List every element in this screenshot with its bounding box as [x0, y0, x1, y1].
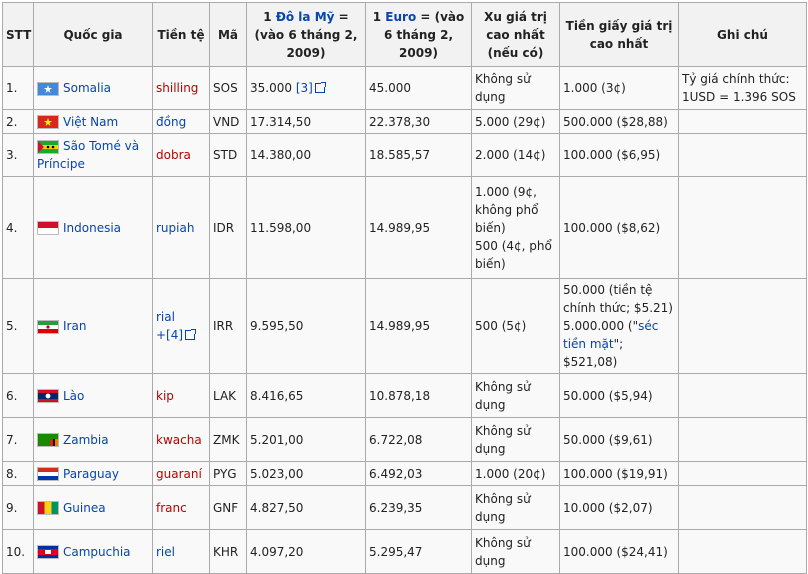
- eur-cell: 6.722,08: [366, 418, 472, 462]
- coin-line: 500 (4¢, phổ biến): [475, 238, 552, 271]
- bill-cell: 50.000 ($5,94): [560, 374, 679, 418]
- vietnam-flag-icon: [37, 115, 59, 129]
- country-cell: [34, 279, 153, 374]
- code-cell: ZMK: [210, 418, 247, 462]
- eur-cell: 14.989,95: [366, 279, 472, 374]
- table-row: [3, 177, 807, 279]
- header-stt: STT: [3, 3, 34, 67]
- stt-cell: 5.: [3, 279, 34, 374]
- country-cell: [34, 530, 153, 574]
- guinea-flag-icon: [37, 501, 59, 515]
- currency-link[interactable]: kip: [156, 388, 174, 403]
- country-link[interactable]: Guinea: [63, 500, 106, 515]
- usd-cell: 5.201,00: [247, 418, 366, 462]
- currency-link[interactable]: dobra: [156, 148, 191, 162]
- eur-cell: 6.239,35: [366, 486, 472, 530]
- bill-cell: 50.000 (tiền tệ chính thức; $5.21) 5.000.000 ("séc tiền mặt"; $521,08): [560, 279, 679, 374]
- country-link[interactable]: Somalia: [63, 81, 112, 95]
- code-cell: LAK: [210, 374, 247, 418]
- table-row: [3, 110, 807, 134]
- bill-cell: 100.000 ($8,62): [560, 177, 679, 279]
- currency-cell: [153, 374, 210, 418]
- table-row: [3, 418, 807, 462]
- stt-cell: 2.: [3, 110, 34, 134]
- country-cell: [34, 418, 153, 462]
- currency-link[interactable]: rial: [156, 310, 175, 324]
- stt-cell: 8.: [3, 462, 34, 486]
- country-link[interactable]: São Tomé và Príncipe: [37, 139, 140, 171]
- table-row: [3, 134, 807, 177]
- coin-cell: Không sử dụng: [472, 418, 560, 462]
- external-link-icon: [185, 330, 195, 340]
- usd-cell: 4.097,20: [247, 530, 366, 574]
- code-cell: IRR: [210, 279, 247, 374]
- table-row: [3, 279, 807, 374]
- stt-cell: 10.: [3, 530, 34, 574]
- currency-cell: [153, 134, 210, 177]
- zambia-flag-icon: [37, 433, 59, 447]
- country-cell: [34, 462, 153, 486]
- coin-cell: 2.000 (14¢): [472, 134, 560, 177]
- currency-cell: [153, 110, 210, 134]
- header-usd: 1 Đô la Mỹ = (vào 6 tháng 2, 2009): [247, 3, 366, 67]
- remark-cell: [679, 462, 807, 486]
- country-link[interactable]: Campuchia: [63, 544, 131, 559]
- stt-cell: 6.: [3, 374, 34, 418]
- coin-line: 1.000 (9¢, không phổ biến): [475, 184, 539, 235]
- bill-cell: 100.000 ($19,91): [560, 462, 679, 486]
- code-cell: KHR: [210, 530, 247, 574]
- coin-cell: 500 (5¢): [472, 279, 560, 374]
- remark-cell: [679, 530, 807, 574]
- country-link[interactable]: Iran: [63, 319, 87, 333]
- currency-link[interactable]: rupiah: [156, 220, 195, 235]
- somalia-flag-icon: [37, 82, 59, 96]
- bill-cell: 100.000 ($6,95): [560, 134, 679, 177]
- code-cell: IDR: [210, 177, 247, 279]
- table-row: [3, 530, 807, 574]
- eur-cell: 22.378,30: [366, 110, 472, 134]
- code-cell: PYG: [210, 462, 247, 486]
- usd-cell: 9.595,50: [247, 279, 366, 374]
- usd-cell: 8.416,65: [247, 374, 366, 418]
- coin-cell: 5.000 (29¢): [472, 110, 560, 134]
- header-remark: Ghi chú: [679, 3, 807, 67]
- usd-cell: 5.023,00: [247, 462, 366, 486]
- currency-cell: [153, 177, 210, 279]
- coin-cell: [472, 177, 560, 279]
- eur-cell: 6.492,03: [366, 462, 472, 486]
- header-currency: Tiền tệ: [153, 3, 210, 67]
- table-row: [3, 374, 807, 418]
- country-cell: [34, 67, 153, 110]
- currency-link[interactable]: kwacha: [156, 432, 202, 447]
- sao-tome-flag-icon: [37, 140, 59, 154]
- stt-cell: 7.: [3, 418, 34, 462]
- iran-flag-icon: [37, 320, 59, 334]
- remark-cell: [679, 177, 807, 279]
- usd-cell: 35.000 [3]: [247, 67, 366, 110]
- header-code: Mã: [210, 3, 247, 67]
- country-cell: [34, 177, 153, 279]
- euro-link[interactable]: Euro: [385, 9, 417, 24]
- remark-cell: [679, 279, 807, 374]
- country-link[interactable]: Việt Nam: [63, 114, 119, 129]
- stt-cell: 3.: [3, 134, 34, 177]
- remark-cell: [679, 110, 807, 134]
- country-cell: [34, 486, 153, 530]
- code-cell: VND: [210, 110, 247, 134]
- remark-cell: [679, 374, 807, 418]
- currency-link[interactable]: riel: [156, 544, 175, 559]
- reference-link[interactable]: [3]: [295, 81, 313, 95]
- code-cell: SOS: [210, 67, 247, 110]
- currency-cell: [153, 462, 210, 486]
- bill-cell: 100.000 ($24,41): [560, 530, 679, 574]
- cambodia-flag-icon: [37, 545, 59, 559]
- eur-cell: 5.295,47: [366, 530, 472, 574]
- table-row: [3, 67, 807, 110]
- stt-cell: 9.: [3, 486, 34, 530]
- remark-cell: [679, 134, 807, 177]
- indonesia-flag-icon: [37, 221, 59, 235]
- remark-cell: [679, 486, 807, 530]
- eur-cell: 18.585,57: [366, 134, 472, 177]
- country-link[interactable]: Paraguay: [63, 466, 120, 481]
- country-cell: [34, 110, 153, 134]
- currency-cell: [153, 279, 210, 374]
- code-cell: GNF: [210, 486, 247, 530]
- currency-link[interactable]: guaraní: [156, 466, 202, 481]
- coin-cell: Không sử dụng: [472, 67, 560, 110]
- coin-cell: Không sử dụng: [472, 486, 560, 530]
- country-cell: [34, 134, 153, 177]
- currency-cell: [153, 530, 210, 574]
- bill-cell: 10.000 ($2,07): [560, 486, 679, 530]
- eur-cell: 10.878,18: [366, 374, 472, 418]
- header-bill: Tiền giấy giá trị cao nhất: [560, 3, 679, 67]
- bill-cell: 50.000 ($9,61): [560, 418, 679, 462]
- usd-cell: 14.380,00: [247, 134, 366, 177]
- reference-link[interactable]: +[4]: [156, 328, 184, 342]
- table-row: [3, 486, 807, 530]
- bill-cell: 1.000 (3¢): [560, 67, 679, 110]
- bill-cell: 500.000 ($28,88): [560, 110, 679, 134]
- currency-cell: [153, 486, 210, 530]
- remark-cell: Tỷ giá chính thức: 1USD = 1.396 SOS: [679, 67, 807, 110]
- currency-link[interactable]: đồng: [156, 114, 187, 129]
- country-link[interactable]: Indonesia: [63, 220, 122, 235]
- remark-cell: [679, 418, 807, 462]
- currency-link[interactable]: shilling: [156, 81, 199, 95]
- external-link-icon: [315, 83, 325, 93]
- coin-cell: 1.000 (20¢): [472, 462, 560, 486]
- country-link[interactable]: Zambia: [63, 432, 109, 447]
- laos-flag-icon: [37, 389, 59, 403]
- country-cell: [34, 374, 153, 418]
- header-eur: 1 Euro = (vào 6 tháng 2, 2009): [366, 3, 472, 67]
- eur-cell: 14.989,95: [366, 177, 472, 279]
- stt-cell: 4.: [3, 177, 34, 279]
- eur-cell: 45.000: [366, 67, 472, 110]
- usd-cell: 4.827,50: [247, 486, 366, 530]
- currency-link[interactable]: franc: [156, 500, 187, 515]
- cash-cheque-link[interactable]: séc tiền mặt: [563, 319, 659, 351]
- usd-cell: 17.314,50: [247, 110, 366, 134]
- paraguay-flag-icon: [37, 467, 59, 481]
- table-row: [3, 462, 807, 486]
- header-country: Quốc gia: [34, 3, 153, 67]
- currency-cell: [153, 67, 210, 110]
- coin-cell: Không sử dụng: [472, 374, 560, 418]
- country-link[interactable]: Lào: [63, 388, 85, 403]
- coin-cell: Không sử dụng: [472, 530, 560, 574]
- currency-table: [2, 2, 807, 574]
- header-coin: Xu giá trị cao nhất (nếu có): [472, 3, 560, 67]
- usd-link[interactable]: Đô la Mỹ: [275, 9, 335, 24]
- code-cell: STD: [210, 134, 247, 177]
- stt-cell: 1.: [3, 67, 34, 110]
- usd-cell: 11.598,00: [247, 177, 366, 279]
- header-row: [3, 3, 807, 67]
- currency-cell: [153, 418, 210, 462]
